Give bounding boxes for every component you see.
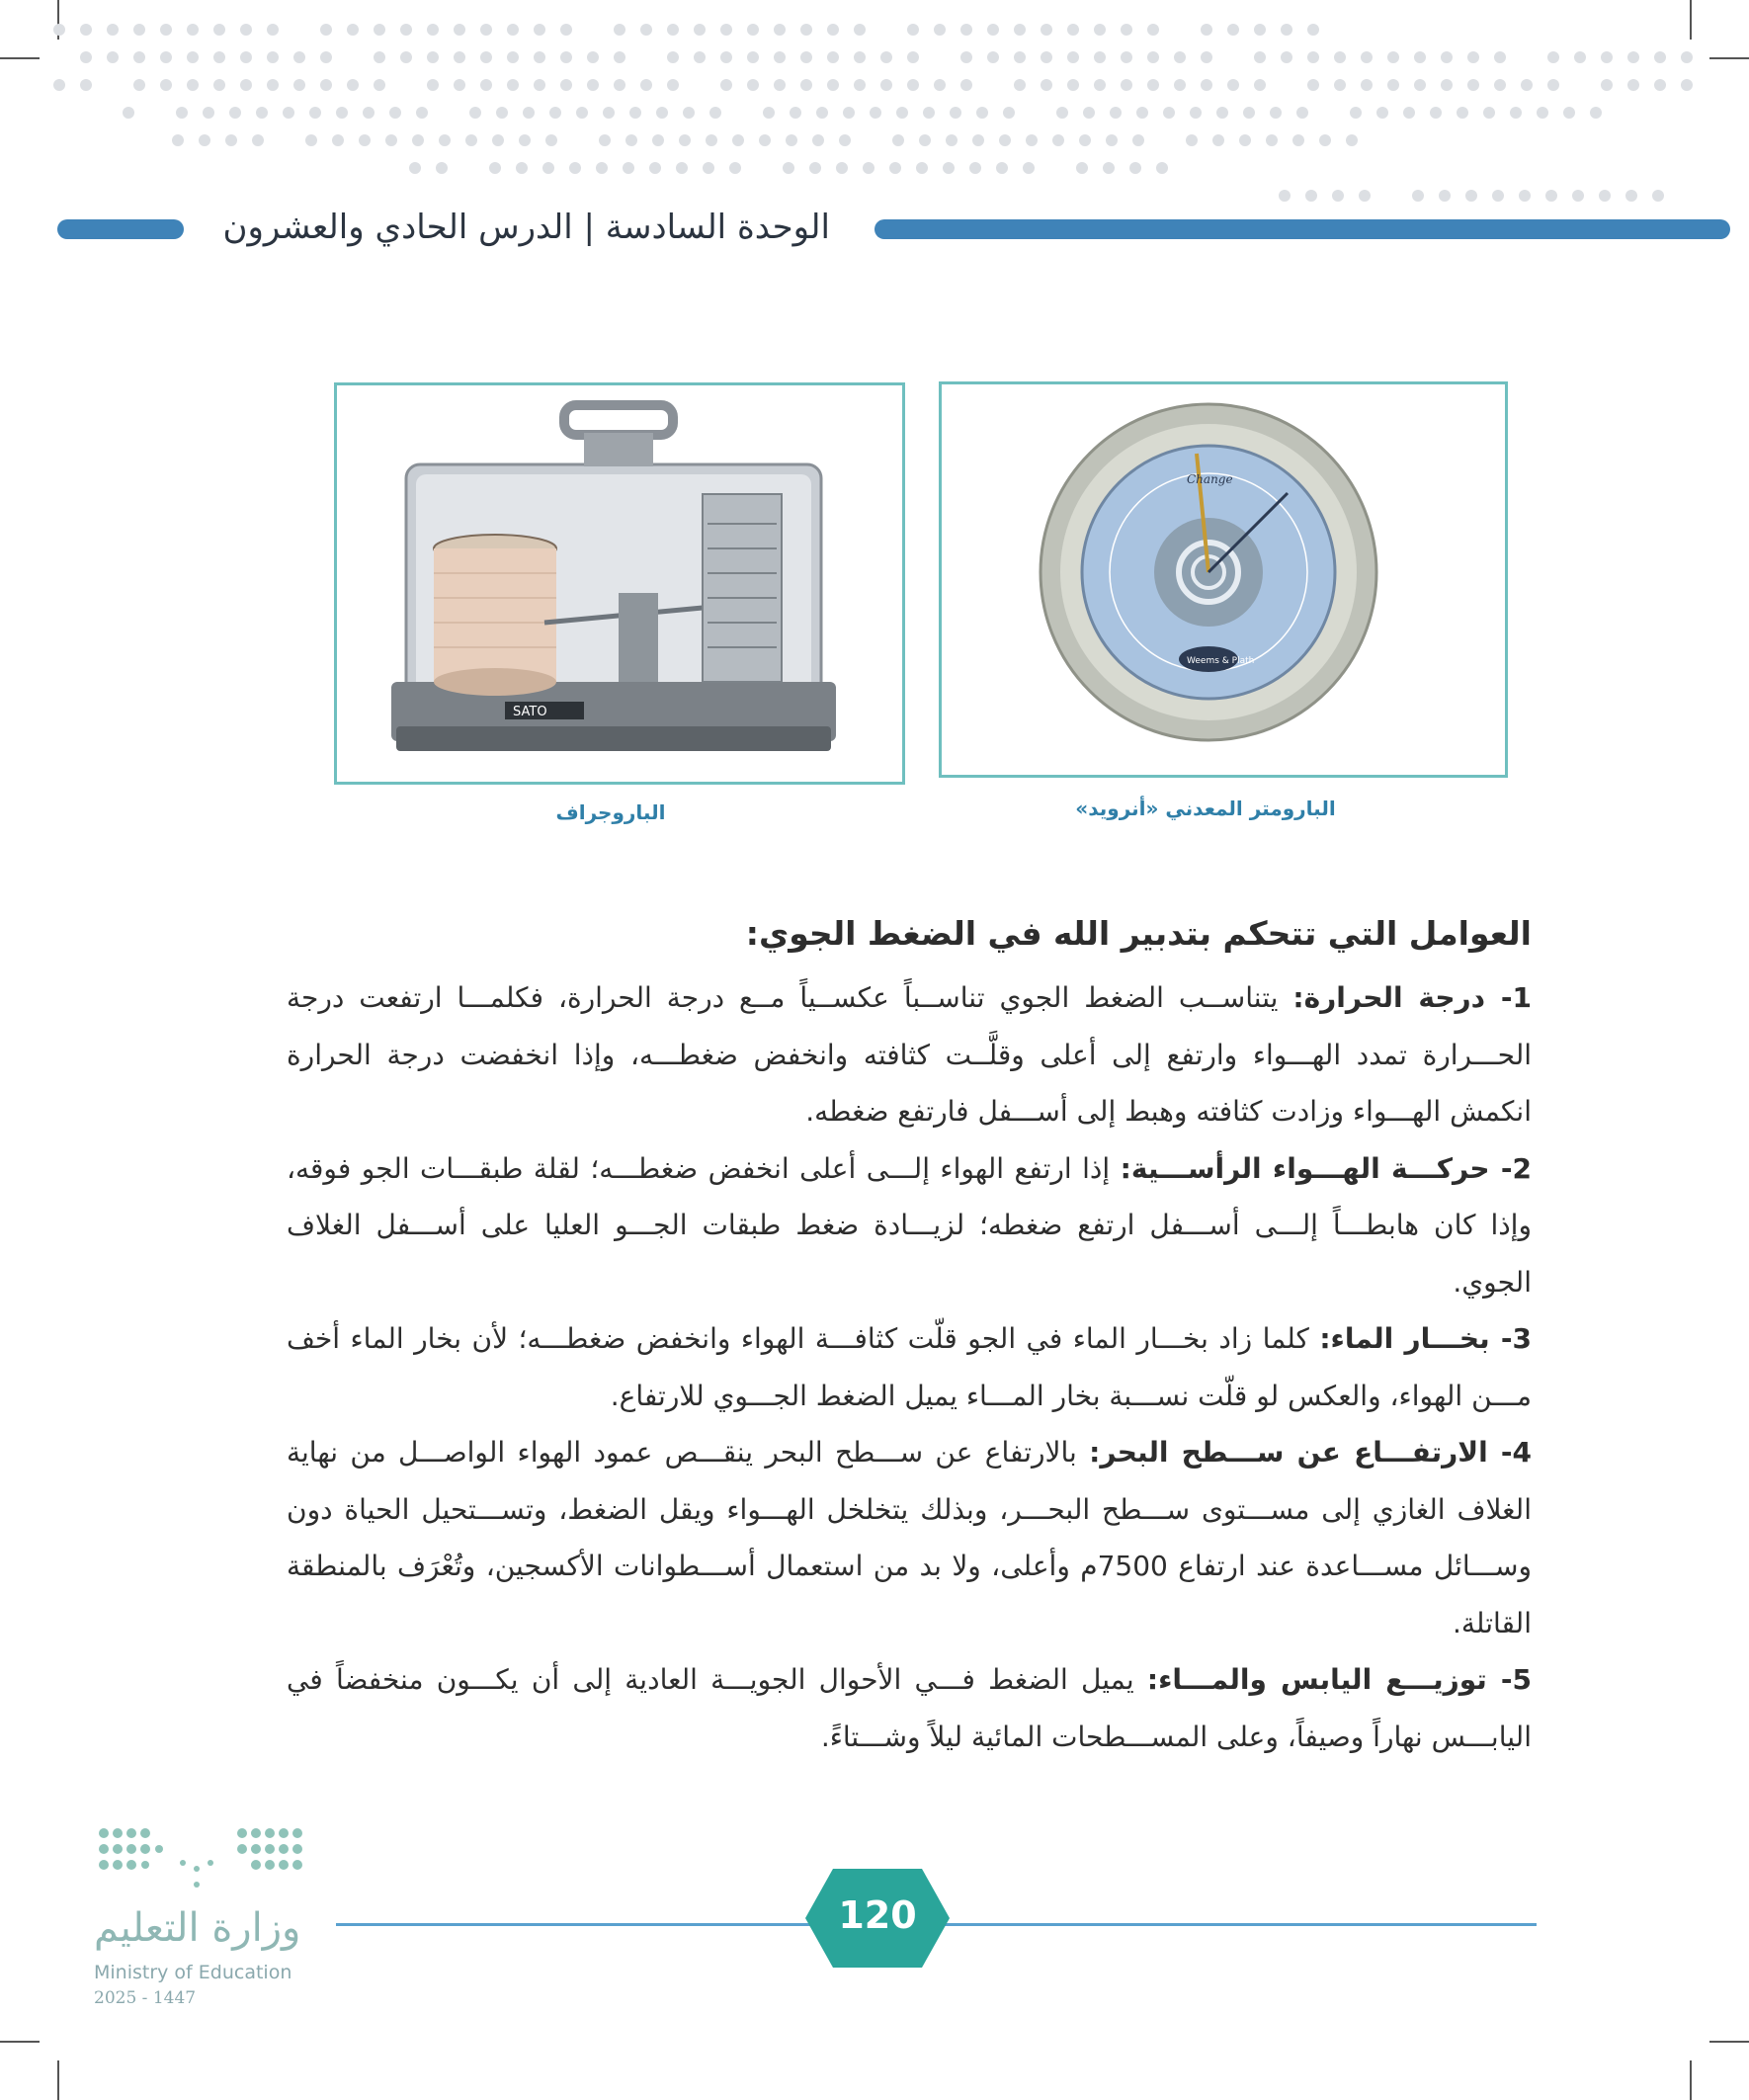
header-bar-right bbox=[874, 219, 1730, 239]
aneroid-barometer-caption: البارومتر المعدني «أنرويد» bbox=[1075, 797, 1336, 820]
item-number: 2- bbox=[1500, 1151, 1533, 1185]
main-content bbox=[287, 904, 1532, 1765]
factor-item bbox=[287, 1424, 1532, 1651]
item-text: بالارتفاع عن ســـطح البحر ينقـــص عمود الهواء الواصـــل من نهاية الغلاف الغازي إلى مســـتوى ســـطح البحـــر، وبذلك يتخلخل الهـــواء ويقل الضغط، وتســـتحيل الحياة دون وســـائل مســـاعدة عند ارتفاع 7500م وأعلى، ولا بد من استعمال أســـطوانات الأكسجين، وتُعْرَف بالمنطقة القاتلة. bbox=[287, 1436, 1533, 1639]
ministry-year: 2025 - 1447 bbox=[94, 1988, 197, 2008]
item-term: درجة الحرارة: bbox=[1292, 981, 1486, 1014]
aneroid-barometer-icon bbox=[942, 384, 1505, 775]
ministry-logo-dots bbox=[94, 1823, 311, 1902]
page-header-title: الوحدة السادسة | الدرس الحادي والعشرون bbox=[222, 208, 830, 247]
item-text: يميل الضغط فـــي الأحوال الجويـــة العادية إلى أن يكـــون منخفضاً في اليابـــس نهاراً وصيفاً، وعلى المســـطحات المائية ليلاً وشـــتاءً. bbox=[287, 1663, 1532, 1753]
item-number: 4- bbox=[1500, 1436, 1532, 1469]
barograph-caption: الباروجراف bbox=[555, 800, 666, 824]
item-text: إذا ارتفع الهواء إلـــى أعلى انخفض ضغطـــه؛ لقلة طبقـــات الجو فوقه، وإذا كان هابطـــاً إلـــى أســـفل ارتفع ضغطه؛ لزيـــادة ضغط طبقات الجـــو العليا على أســـفل الغلاف الجوي. bbox=[287, 1151, 1532, 1299]
factor-item bbox=[287, 969, 1532, 1140]
header-dot-pattern bbox=[0, 0, 1749, 237]
item-number: 1- bbox=[1500, 981, 1532, 1014]
factor-item bbox=[287, 1310, 1532, 1424]
footer-line-right bbox=[944, 1923, 1537, 1926]
barometer-dial-label: Change bbox=[1187, 472, 1233, 486]
factor-item bbox=[287, 1651, 1532, 1765]
ministry-name-arabic: وزارة التعليم bbox=[94, 1905, 301, 1951]
item-term: بخـــار الماء: bbox=[1319, 1322, 1490, 1355]
barograph-brand-label: SATO bbox=[513, 705, 547, 719]
footer-line-left bbox=[336, 1923, 810, 1926]
barometer-brand-label: Weems & Plath bbox=[1187, 656, 1255, 666]
item-text: كلما زاد بخـــار الماء في الجو قلّت كثافـــة الهواء وانخفض ضغطـــه؛ لأن بخار الماء أخف مـــن الهواء، والعكس لو قلّت نســـبة بخار المـــاء يميل الضغط الجـــوي للارتفاع. bbox=[287, 1322, 1532, 1412]
barograph-icon bbox=[337, 385, 902, 782]
factor-item bbox=[287, 1140, 1532, 1311]
aneroid-barometer-figure bbox=[939, 381, 1508, 778]
header-bar-left bbox=[57, 219, 184, 239]
crop-mark bbox=[1709, 2041, 1749, 2043]
ministry-name-english: Ministry of Education bbox=[94, 1962, 292, 1983]
item-term: توزيـــع اليابس والمـــاء: bbox=[1146, 1663, 1487, 1696]
section-title: العوامل التي تتحكم بتدبير الله في الضغط الجوي: bbox=[745, 914, 1532, 953]
page-number: 120 bbox=[838, 1893, 917, 1937]
item-number: 5- bbox=[1500, 1663, 1532, 1696]
crop-mark bbox=[0, 2041, 40, 2043]
barograph-figure bbox=[334, 382, 905, 785]
item-term: الارتفـــاع عن ســـطح البحر: bbox=[1089, 1436, 1488, 1469]
item-number: 3- bbox=[1500, 1322, 1532, 1355]
item-text: يتناســب الضغط الجوي تناســباً عكســياً مــع درجة الحرارة، فكلمـــا ارتفعت درجة الحـــرارة تمدد الهـــواء وارتفع إلى أعلى وقلَّــت كثافته وانخفض ضغطـــه، وإذا انخفضت درجة الحرارة انكمش الهـــواء وزادت كثافته وهبط إلى أســـفل فارتفع ضغطه. bbox=[287, 981, 1532, 1128]
item-term: حركـــة الهـــواء الرأســـية: bbox=[1120, 1151, 1490, 1185]
crop-mark bbox=[1690, 2060, 1692, 2100]
crop-mark bbox=[57, 2060, 59, 2100]
